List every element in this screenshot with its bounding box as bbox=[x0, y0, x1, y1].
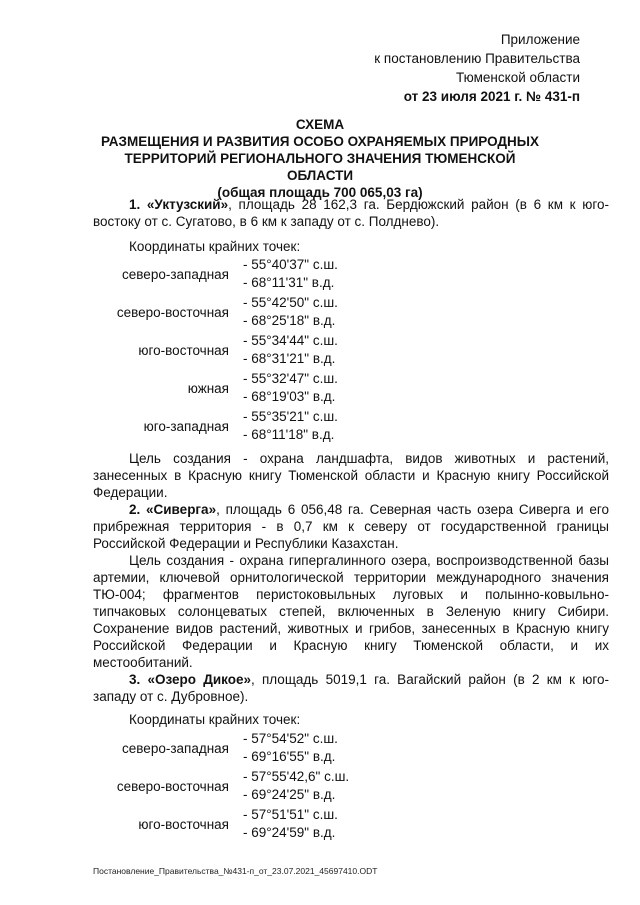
appendix-header bbox=[320, 30, 580, 106]
title-line-4: (общая площадь 700 065,03 га) bbox=[217, 185, 423, 200]
document-footer-filename: Постановление_Правительства_№431-п_от_23.07.2021_45697410.ODT bbox=[93, 866, 378, 876]
section-2-text: , площадь 6 056,48 га. Северная часть озера Сиверга и его прибрежная территория - в 0,7 км к северу от государственной границы Российской Федерации и Республики Казахстан. bbox=[93, 502, 609, 551]
coord-longitude: - 68°25'18" в.д. bbox=[243, 313, 336, 328]
section-2-purpose: Цель создания - охрана гипергалинного озера, воспроизводственной базы артемии, ключевой орнитологической территории международного значения ТЮ-004; фрагментов перистоковыльных луговых и полынно-ковыльно-типчаковых солонцеватых степей, включенных в Зеленую книгу Сибири. Сохранение видов растений, животных и грибов, занесенных в Красную книгу Российской Федерации и Красную книгу Тюменской области, и их местообитаний. bbox=[93, 553, 609, 670]
coord-longitude: - 69°16'55" в.д. bbox=[243, 749, 336, 764]
coord-longitude: - 68°11'31" в.д. bbox=[243, 275, 335, 290]
coord-row bbox=[93, 333, 393, 371]
coord-latitude: - 55°32'47" с.ш. bbox=[243, 371, 338, 386]
coord-row bbox=[93, 295, 393, 333]
section-3-coords-table bbox=[93, 731, 393, 845]
appendix-line-1: Приложение bbox=[500, 32, 580, 47]
coord-direction: северо-западная bbox=[122, 267, 229, 282]
section-1-paragraph bbox=[93, 196, 609, 230]
coord-latitude: - 55°34'44" с.ш. bbox=[243, 333, 338, 348]
coord-direction: юго-западная bbox=[143, 419, 229, 434]
section-2-heading: 2. «Сиверга» bbox=[129, 502, 217, 517]
section-3-text: , площадь 5019,1 га. Вагайский район (в 2 км к юго-западу от с. Дубровное). bbox=[93, 672, 609, 704]
section-1-coords-table bbox=[93, 257, 393, 447]
coord-row bbox=[93, 769, 393, 807]
section-3-paragraph bbox=[93, 671, 609, 705]
coord-latitude: - 57°54'52" с.ш. bbox=[243, 731, 338, 746]
coord-row bbox=[93, 371, 393, 409]
coord-longitude: - 69°24'25" в.д. bbox=[243, 787, 336, 802]
coord-latitude: - 55°35'21" с.ш. bbox=[243, 409, 338, 424]
coord-longitude: - 68°19'03" в.д. bbox=[243, 389, 336, 404]
appendix-date-number: от 23 июля 2021 г. № 431-п bbox=[403, 89, 580, 104]
coord-row bbox=[93, 257, 393, 295]
coord-direction: северо-восточная bbox=[116, 779, 229, 794]
section-1-heading: 1. «Уктузский» bbox=[129, 197, 229, 212]
coord-latitude: - 57°55'42,6" с.ш. bbox=[243, 769, 350, 784]
coord-longitude: - 68°31'21" в.д. bbox=[243, 351, 336, 366]
coord-row bbox=[93, 409, 393, 447]
coord-latitude: - 57°51'51" с.ш. bbox=[243, 807, 338, 822]
section-3-heading: 3. «Озеро Дикое» bbox=[129, 672, 251, 687]
coord-direction: юго-восточная bbox=[138, 343, 229, 358]
coord-direction: юго-восточная bbox=[138, 817, 229, 832]
section-3-coords-label: Координаты крайних точек: bbox=[129, 712, 301, 727]
coord-row bbox=[93, 807, 393, 845]
document-title bbox=[100, 116, 540, 201]
appendix-line-2: к постановлению Правительства bbox=[374, 51, 580, 66]
title-line-2: РАЗМЕЩЕНИЯ И РАЗВИТИЯ ОСОБО ОХРАНЯЕМЫХ ПРИРОДНЫХ bbox=[100, 134, 540, 149]
coord-direction: северо-западная bbox=[122, 741, 229, 756]
coord-latitude: - 55°42'50" с.ш. bbox=[243, 295, 338, 310]
coord-longitude: - 68°11'18" в.д. bbox=[243, 427, 335, 442]
coord-row bbox=[93, 731, 393, 769]
title-line-1: СХЕМА bbox=[295, 117, 345, 132]
section-2-paragraph bbox=[93, 501, 609, 552]
coord-direction: северо-восточная bbox=[116, 305, 229, 320]
appendix-line-3: Тюменской области bbox=[456, 70, 580, 85]
section-1-purpose: Цель создания - охрана ландшафта, видов животных и растений, занесенных в Красную книгу Тюменской области и Красную книгу Российской Федерации. bbox=[93, 451, 609, 500]
section-1-coords-label: Координаты крайних точек: bbox=[129, 239, 301, 254]
coord-latitude: - 55°40'37" с.ш. bbox=[243, 257, 338, 272]
title-line-3: ТЕРРИТОРИЙ РЕГИОНАЛЬНОГО ЗНАЧЕНИЯ ТЮМЕНСКОЙ ОБЛАСТИ bbox=[124, 151, 516, 183]
coord-direction: южная bbox=[187, 381, 229, 396]
section-1-text: , площадь 28 162,3 га. Бердюжский район (в 6 км к юго-востоку от с. Сугатово, в 6 км к западу от с. Полднево). bbox=[93, 197, 609, 229]
coord-longitude: - 69°24'59" в.д. bbox=[243, 825, 336, 840]
